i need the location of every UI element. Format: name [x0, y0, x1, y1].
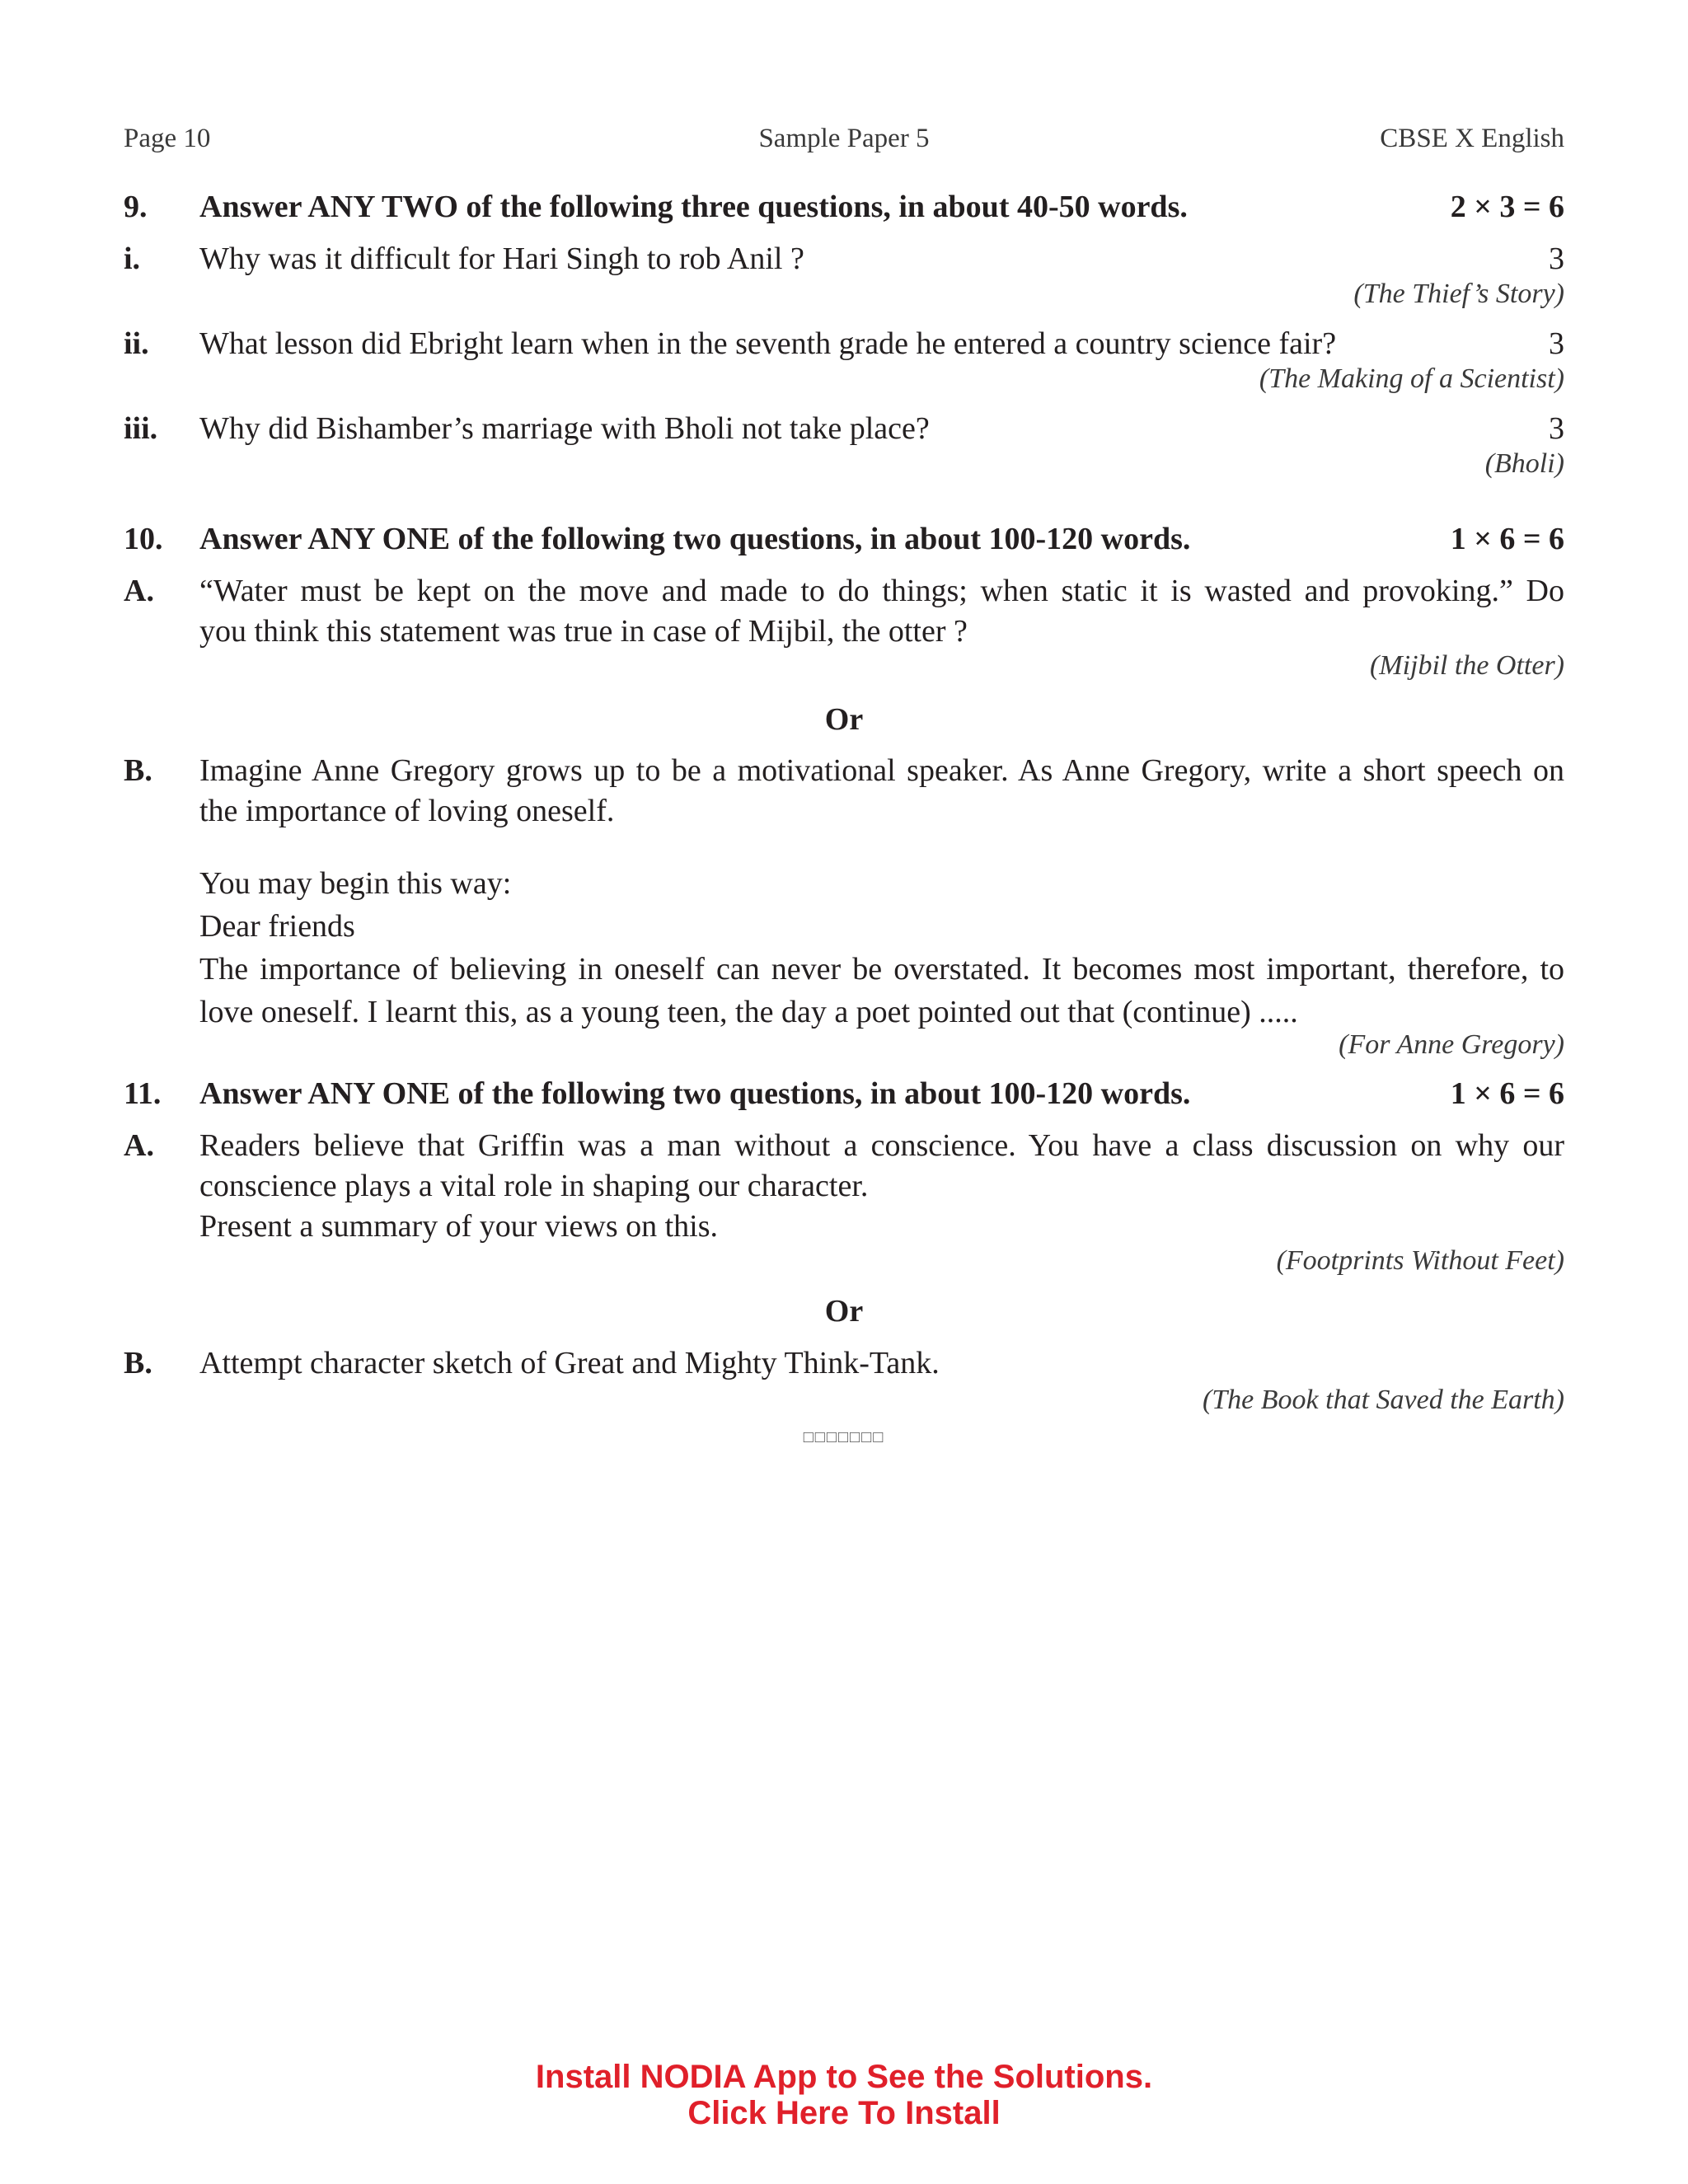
item-source: (The Making of a Scientist) [1259, 363, 1564, 394]
text-line: Present a summary of your views on this. [199, 1209, 719, 1244]
subject-title: CBSE X English [1380, 124, 1564, 153]
option-text [199, 571, 1564, 652]
or-separator: Or [824, 1294, 864, 1329]
item-source: (Bholi) [1484, 448, 1564, 479]
or-separator: Or [824, 702, 864, 737]
paper-title: Sample Paper 5 [758, 124, 930, 153]
question-text: Answer ANY ONE of the following two questions, in about 100-120 words. [199, 522, 1191, 556]
item-number: iii. [124, 411, 158, 446]
option-source: (Mijbil the Otter) [1369, 650, 1564, 681]
question-number: 11. [124, 1076, 162, 1111]
text-line: “Water must be kept on the move and made to do things; when static it is wasted and provoking.” Do [199, 574, 1564, 608]
item-text: What lesson did Ebright learn when in the seventh grade he entered a country science fair? [199, 326, 1337, 361]
option-text: Attempt character sketch of Great and Mighty Think-Tank. [199, 1346, 940, 1380]
question-marks: 2 × 3 = 6 [1450, 190, 1564, 224]
item-number: ii. [124, 326, 149, 361]
question-number: 9. [124, 190, 148, 224]
option-letter: B. [124, 1346, 152, 1380]
item-text: Why did Bishamber’s marriage with Bholi not take place? [199, 411, 930, 446]
text-line: love oneself. I learnt this, as a young teen, the day a poet pointed out that (continue) ..... [199, 995, 1298, 1029]
question-marks: 1 × 6 = 6 [1450, 522, 1564, 556]
item-mark: 3 [1549, 241, 1564, 276]
text-line: Dear friends [199, 909, 355, 944]
option-source: (The Book that Saved the Earth) [1202, 1385, 1564, 1415]
click-to-install-link[interactable]: Click Here To Install [687, 2095, 1001, 2131]
question-text: Answer ANY ONE of the following two questions, in about 100-120 words. [199, 1076, 1191, 1111]
item-text: Why was it difficult for Hari Singh to rob Anil ? [199, 241, 804, 276]
item-mark: 3 [1549, 411, 1564, 446]
question-marks: 1 × 6 = 6 [1450, 1076, 1564, 1111]
question-number: 10. [124, 522, 163, 556]
item-source: (The Thief’s Story) [1353, 279, 1564, 309]
install-app-link[interactable]: Install NODIA App to See the Solutions. [535, 2059, 1153, 2095]
text-line: The importance of believing in oneself can never be overstated. It becomes most important, therefore, to [199, 952, 1564, 987]
option-letter: B. [124, 753, 152, 788]
question-text: Answer ANY TWO of the following three questions, in about 40-50 words. [199, 190, 1188, 224]
text-line: you think this statement was true in case of Mijbil, the otter ? [199, 614, 968, 649]
option-source: (Footprints Without Feet) [1276, 1245, 1564, 1276]
speech-prompt [199, 862, 1564, 1033]
option-letter: A. [124, 574, 154, 608]
page-number: Page 10 [124, 124, 211, 153]
text-line: Imagine Anne Gregory grows up to be a motivational speaker. As Anne Gregory, write a short speech on [199, 753, 1564, 788]
option-text [199, 751, 1564, 832]
option-text [199, 1126, 1564, 1247]
item-number: i. [124, 241, 141, 276]
option-source: (For Anne Gregory) [1339, 1029, 1564, 1060]
item-mark: 3 [1549, 326, 1564, 361]
text-line: the importance of loving oneself. [199, 794, 615, 828]
option-letter: A. [124, 1128, 154, 1163]
text-line: You may begin this way: [199, 866, 512, 901]
end-of-paper-mark: □□□□□□□ [803, 1428, 885, 1446]
text-line: Readers believe that Griffin was a man without a conscience. You have a class discussion on why our [199, 1128, 1564, 1163]
text-line: conscience plays a vital role in shaping our character. [199, 1169, 869, 1203]
page-header [124, 124, 1564, 157]
